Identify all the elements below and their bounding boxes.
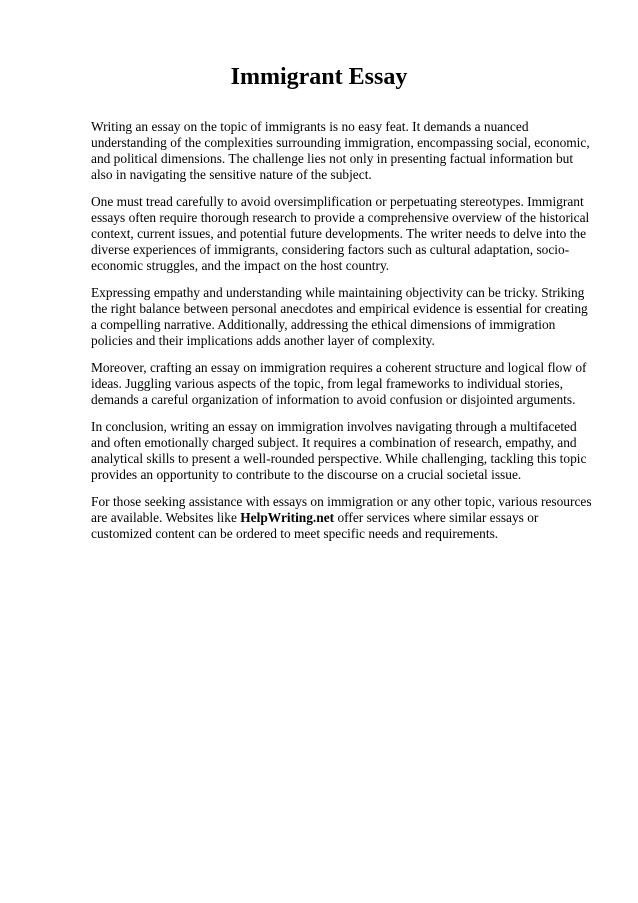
- helpwriting-link[interactable]: HelpWriting.net: [240, 510, 335, 525]
- paragraph-2: One must tread carefully to avoid oversimplification or perpetuating stereotypes. Immigrant essays often require thorough research to provide a comprehensive overview of the historical context, current issues, and potential future developments. The writer needs to delve into the diverse experiences of immigrants, considering factors such as cultural adaptation, socio-economic struggles, and the impact on the host country.: [91, 194, 590, 273]
- paragraph-4: Moreover, crafting an essay on immigration requires a coherent structure and logical flow of ideas. Juggling various aspects of the topic, from legal frameworks to individual stories, demands a careful organization of information to avoid confusion or disjointed arguments.: [91, 360, 587, 407]
- paragraph-3: Expressing empathy and understanding while maintaining objectivity can be tricky. Striking the right balance between personal anecdotes and empirical evidence is essential for creating a compelling narrative. Additionally, addressing the ethical dimensions of immigration policies and their implications adds another layer of complexity.: [91, 285, 588, 348]
- paragraph-6-before: For those seeking assistance with essays on immigration or any other topic, various resources are available. Websites like: [91, 494, 592, 525]
- paragraph-5: In conclusion, writing an essay on immigration involves navigating through a multifaceted and often emotionally charged subject. It requires a combination of research, empathy, and analytical skills to present a well-rounded perspective. While challenging, tackling this topic provides an opportunity to contribute to the discourse on a crucial societal issue.: [91, 419, 587, 482]
- essay-body: [91, 119, 596, 553]
- paragraph-6-after: offer services where similar essays or customized content can be ordered to meet specific needs and requirements.: [91, 510, 539, 541]
- paragraph-1: Writing an essay on the topic of immigrants is no easy feat. It demands a nuanced understanding of the complexities surrounding immigration, encompassing social, economic, and political dimensions. The challenge lies not only in presenting factual information but also in navigating the sensitive nature of the subject.: [91, 119, 590, 182]
- page-title: Immigrant Essay: [230, 64, 408, 90]
- paragraph-6: [91, 494, 596, 542]
